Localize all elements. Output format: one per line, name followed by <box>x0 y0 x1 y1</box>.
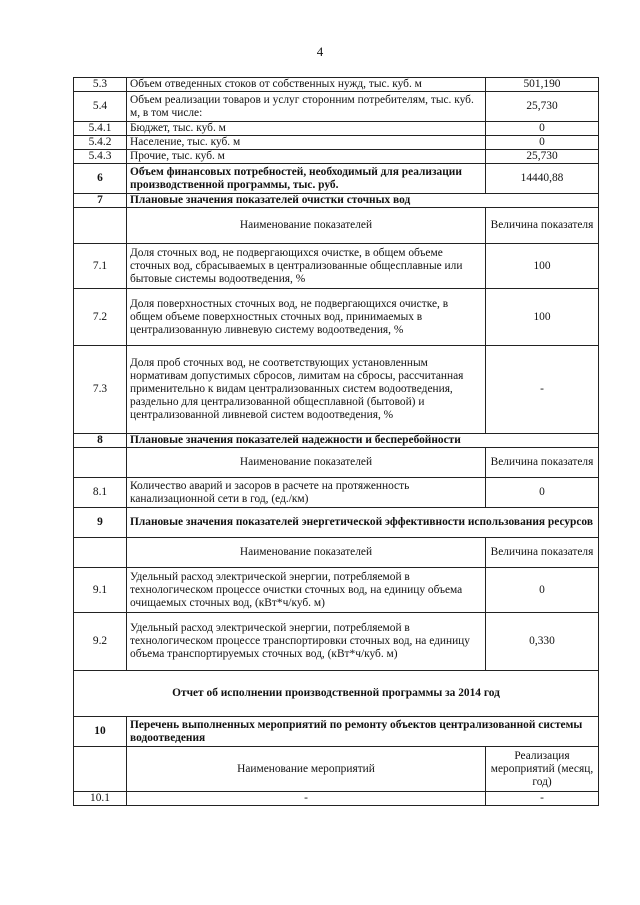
table-row <box>74 478 599 508</box>
column-header-value: Величина показателя <box>486 448 599 478</box>
section-title: Перечень выполненных мероприятий по ремонту объектов централизованной системы водоотведения <box>127 717 599 747</box>
column-header-name: Наименование показателей <box>127 538 486 568</box>
row-number: 7.1 <box>74 244 127 289</box>
row-value: - <box>486 346 599 434</box>
row-value: 25,730 <box>486 92 599 122</box>
row-text: Объем реализации товаров и услуг сторонним потребителям, тыс. куб. м, в том числе: <box>127 92 486 122</box>
row-text: Удельный расход электрической энергии, потребляемой в технологическом процессе очистки сточных вод, на единицу объема очищаемых сточных вод, (кВт*ч/куб. м) <box>127 568 486 613</box>
table-row <box>74 244 599 289</box>
row-text: Доля сточных вод, не подвергающихся очистке, в общем объеме сточных вод, сбрасываемых в централизованные общесплавные или бытовые системы водоотведения, % <box>127 244 486 289</box>
row-text: Доля поверхностных сточных вод, не подвергающихся очистке, в общем объеме поверхностных сточных вод, принимаемых в централизованную ливневую систему водоотведения, % <box>127 289 486 346</box>
table-row <box>74 92 599 122</box>
row-text: Объем отведенных стоков от собственных нужд, тыс. куб. м <box>127 78 486 92</box>
row-number: 9.2 <box>74 613 127 671</box>
row-number: 10.1 <box>74 792 127 806</box>
section-title: Плановые значения показателей очистки сточных вод <box>127 194 599 208</box>
section-header-row <box>74 194 599 208</box>
row-text: Количество аварий и засоров в расчете на протяженность канализационной сети в год, (ед./км) <box>127 478 486 508</box>
row-value: 25,730 <box>486 150 599 164</box>
table-row <box>74 136 599 150</box>
section-number: 9 <box>74 508 127 538</box>
row-value: 0 <box>486 478 599 508</box>
table-row <box>74 122 599 136</box>
row-text: Удельный расход электрической энергии, потребляемой в технологическом процессе транспортировки сточных вод, на единицу объема транспортируемых сточных вод, (кВт*ч/куб. м) <box>127 613 486 671</box>
row-text: - <box>127 792 486 806</box>
column-header-name: Наименование мероприятий <box>127 747 486 792</box>
empty-cell <box>74 747 127 792</box>
section-header-row <box>74 434 599 448</box>
row-value: 0 <box>486 568 599 613</box>
column-header-name: Наименование показателей <box>127 448 486 478</box>
row-text: Объем финансовых потребностей, необходимый для реализации производственной программы, тыс. руб. <box>127 164 486 194</box>
row-value: 14440,88 <box>486 164 599 194</box>
row-number: 9.1 <box>74 568 127 613</box>
report-title-row <box>74 671 599 717</box>
row-value: 100 <box>486 244 599 289</box>
section-number: 8 <box>74 434 127 448</box>
table-row <box>74 150 599 164</box>
empty-cell <box>74 538 127 568</box>
table-row <box>74 164 599 194</box>
page-number: 4 <box>316 44 324 59</box>
row-number: 5.3 <box>74 78 127 92</box>
table-row <box>74 613 599 671</box>
row-number: 7.2 <box>74 289 127 346</box>
empty-cell <box>74 448 127 478</box>
row-text: Бюджет, тыс. куб. м <box>127 122 486 136</box>
column-header-value: Величина показателя <box>486 538 599 568</box>
row-text: Доля проб сточных вод, не соответствующих установленным нормативам допустимых сбросов, лимитам на сбросы, рассчитанная применительно к видам централизованных систем водоотведения, раздельно для централизованной общесплавной (бытовой) и централизованной ливневой систем водоотведения, % <box>127 346 486 434</box>
section-number: 10 <box>74 717 127 747</box>
column-header-value: Реализация мероприятий (месяц, год) <box>486 747 599 792</box>
row-number: 6 <box>74 164 127 194</box>
report-title: Отчет об исполнении производственной программы за 2014 год <box>74 671 599 717</box>
row-number: 5.4.1 <box>74 122 127 136</box>
section-number: 7 <box>74 194 127 208</box>
row-value: 0,330 <box>486 613 599 671</box>
table-row <box>74 78 599 92</box>
section-header-row <box>74 717 599 747</box>
section-title: Плановые значения показателей энергетической эффективности использования ресурсов <box>127 508 599 538</box>
column-header-row <box>74 448 599 478</box>
row-value: 501,190 <box>486 78 599 92</box>
row-value: 100 <box>486 289 599 346</box>
table-row <box>74 346 599 434</box>
column-header-row <box>74 538 599 568</box>
table-row <box>74 792 599 806</box>
section-header-row <box>74 508 599 538</box>
row-number: 7.3 <box>74 346 127 434</box>
column-header-row <box>74 747 599 792</box>
row-number: 8.1 <box>74 478 127 508</box>
row-number: 5.4.2 <box>74 136 127 150</box>
table-row <box>74 568 599 613</box>
row-number: 5.4.3 <box>74 150 127 164</box>
column-header-row <box>74 208 599 244</box>
section-title: Плановые значения показателей надежности и бесперебойности <box>127 434 599 448</box>
column-header-value: Величина показателя <box>486 208 599 244</box>
empty-cell <box>74 208 127 244</box>
row-text: Население, тыс. куб. м <box>127 136 486 150</box>
row-value: 0 <box>486 122 599 136</box>
table-row <box>74 289 599 346</box>
row-value: 0 <box>486 136 599 150</box>
row-value: - <box>486 792 599 806</box>
column-header-name: Наименование показателей <box>127 208 486 244</box>
row-number: 5.4 <box>74 92 127 122</box>
row-text: Прочие, тыс. куб. м <box>127 150 486 164</box>
program-table <box>73 77 599 806</box>
